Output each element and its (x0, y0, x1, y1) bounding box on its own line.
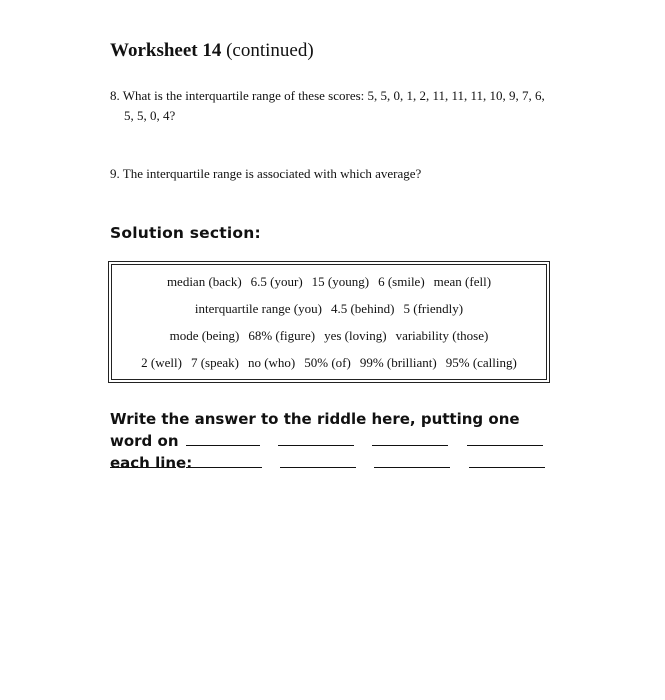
answer-line[interactable] (280, 467, 356, 468)
solution-option: 50% (of) (304, 354, 351, 370)
question-9: 9. The interquartile range is associated with which average? (110, 166, 422, 181)
answer-line[interactable] (372, 445, 448, 446)
solution-option: 95% (calling) (445, 354, 517, 370)
answer-line[interactable] (110, 467, 176, 468)
solution-option: 6.5 (your) (250, 273, 303, 289)
solution-row (167, 274, 491, 290)
solution-option: median (back) (166, 273, 242, 289)
question-8: 8. What is the interquartile range of these scores: 5, 5, 0, 1, 2, 11, 11, 11, 10, 9, 7, 6, 5, 5, 0, 4? (110, 88, 545, 123)
solution-option: 15 (young) (311, 273, 370, 289)
solution-option: 6 (smile) (378, 273, 425, 289)
answer-line[interactable] (469, 467, 545, 468)
solution-option: interquartile range (you) (194, 300, 322, 316)
solution-option: 7 (speak) (190, 354, 239, 370)
solution-heading: Solution section: (110, 224, 261, 242)
solution-option: 2 (well) (141, 354, 182, 370)
answer-line[interactable] (467, 445, 543, 446)
riddle-prompt: Write the answer to the riddle here, putting one word on each line: (110, 410, 520, 472)
solution-box (108, 261, 550, 383)
solution-option: 68% (figure) (248, 327, 316, 343)
answer-line[interactable] (278, 445, 354, 446)
solution-row (170, 328, 489, 344)
solution-option: mean (fell) (433, 273, 492, 289)
solution-option: no (who) (247, 354, 296, 370)
page-title: Worksheet 14 (continued) (110, 40, 314, 61)
solution-option: 99% (brilliant) (359, 354, 437, 370)
solution-option: mode (being) (169, 327, 240, 343)
solution-option: yes (loving) (324, 327, 387, 343)
solution-row (141, 355, 517, 371)
answer-line[interactable] (186, 467, 262, 468)
solution-option: 4.5 (behind) (330, 300, 395, 316)
answer-line[interactable] (186, 445, 260, 446)
solution-option: variability (those) (395, 327, 489, 343)
solution-row (195, 301, 463, 317)
answer-line[interactable] (374, 467, 450, 468)
solution-option: 5 (friendly) (403, 300, 464, 316)
